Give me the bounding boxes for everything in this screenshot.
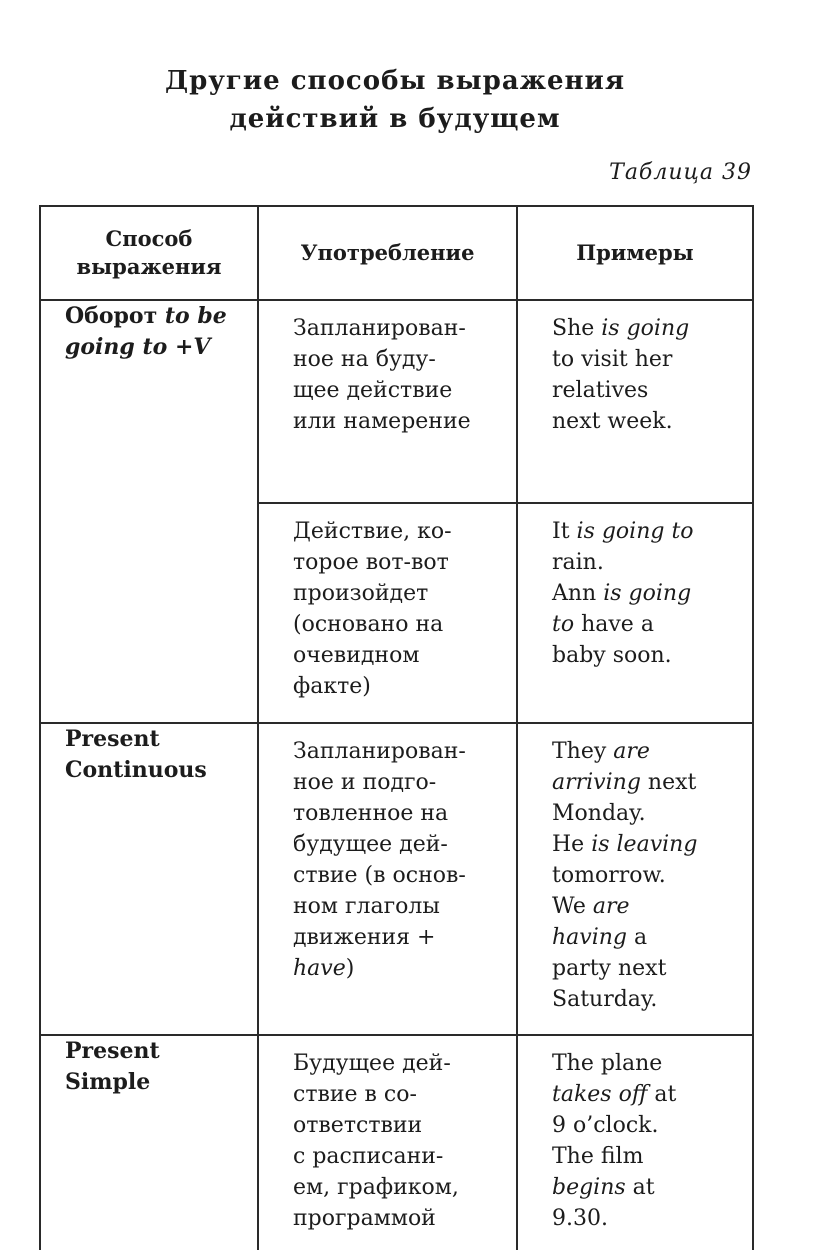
method-present-continuous	[40, 723, 258, 1035]
method-line: Present	[65, 726, 160, 752]
example-verb: having	[552, 925, 628, 950]
usage-line: с расписани-	[293, 1144, 444, 1169]
header-examples: Примеры	[517, 206, 753, 300]
usage-line: Действие, ко-	[293, 519, 452, 544]
usage-line: ное и подго-	[293, 770, 437, 795]
usage-line: торое вот-вот	[293, 550, 449, 575]
usage-line: )	[345, 956, 355, 981]
method-line: Continuous	[65, 757, 207, 783]
examples-going-to-intention	[517, 300, 753, 503]
example-text: party next	[552, 956, 667, 981]
example-text: to visit her	[552, 347, 673, 372]
example-verb: begins	[552, 1175, 626, 1200]
future-forms-table	[39, 205, 754, 1250]
example-verb: are	[613, 739, 650, 764]
example-text: next week.	[552, 409, 673, 434]
example-text: He	[552, 832, 592, 857]
usage-line: ответствии	[293, 1113, 423, 1138]
usage-going-to-intention	[258, 300, 517, 503]
header-method-line-2: выражения	[76, 254, 222, 279]
example-text: The film	[552, 1144, 644, 1169]
table-header-row	[40, 206, 753, 300]
usage-line: факте)	[293, 674, 371, 699]
header-method-line-1: Способ	[105, 226, 193, 251]
example-text: We	[552, 894, 593, 919]
example-text: tomorrow.	[552, 863, 666, 888]
method-going-to-italic-1: to be	[164, 303, 227, 329]
example-verb: to	[552, 612, 575, 637]
example-text: a	[627, 925, 648, 950]
method-line: Simple	[65, 1069, 151, 1095]
examples-present-continuous	[517, 723, 753, 1035]
example-text: Ann	[552, 581, 604, 606]
example-text: They	[552, 739, 614, 764]
usage-line: будущее дей-	[293, 832, 448, 857]
example-text: have a	[574, 612, 654, 637]
usage-present-simple	[258, 1035, 517, 1250]
example-text: at	[647, 1082, 677, 1107]
usage-line: движения +	[293, 925, 436, 950]
method-going-to-prefix: Оборот	[65, 303, 165, 329]
table-row-present-simple	[40, 1035, 753, 1250]
usage-line: программой	[293, 1206, 436, 1231]
usage-line: Запланирован-	[293, 739, 466, 764]
usage-line: очевидном	[293, 643, 420, 668]
example-text: The plane	[552, 1051, 663, 1076]
example-verb: are	[592, 894, 630, 919]
usage-line: (основано на	[293, 612, 444, 637]
example-text: Saturday.	[552, 987, 658, 1012]
usage-line: ем, графиком,	[293, 1175, 459, 1200]
example-text: relatives	[552, 378, 649, 403]
usage-italic: have	[293, 956, 346, 981]
page-title-line-2: действий в будущем	[229, 104, 561, 134]
table-number-label: Таблица 39	[609, 160, 752, 185]
table-row-present-continuous	[40, 723, 753, 1035]
example-text: 9.30.	[552, 1206, 608, 1231]
usage-line: Запланирован-	[293, 316, 466, 341]
example-text: baby soon.	[552, 643, 672, 668]
examples-present-simple	[517, 1035, 753, 1250]
usage-line: товленное на	[293, 801, 449, 826]
example-text: 9 o’clock.	[552, 1113, 659, 1138]
usage-line: ствие в со-	[293, 1082, 417, 1107]
example-text: rain.	[552, 550, 604, 575]
usage-going-to-evidence	[258, 503, 517, 723]
usage-line: Будущее дей-	[293, 1051, 451, 1076]
header-usage: Употребление	[258, 206, 517, 300]
example-text: at	[625, 1175, 655, 1200]
method-going-to-italic-2: going to +V	[65, 334, 211, 360]
method-going-to	[40, 300, 258, 723]
method-line: Present	[65, 1038, 160, 1064]
table-row-going-to-1	[40, 300, 753, 503]
usage-line: ное на буду-	[293, 347, 436, 372]
example-verb: takes off	[552, 1082, 648, 1107]
usage-line: щее действие	[293, 378, 453, 403]
example-text: next	[640, 770, 697, 795]
example-text: Monday.	[552, 801, 646, 826]
usage-line: ном глаголы	[293, 894, 440, 919]
page-title-line-1: Другие способы выражения	[164, 66, 626, 96]
method-present-simple	[40, 1035, 258, 1250]
example-verb: is going	[603, 581, 692, 606]
example-verb: is going to	[576, 519, 694, 544]
usage-line: или намерение	[293, 409, 471, 434]
example-verb: is leaving	[591, 832, 698, 857]
usage-line: произойдет	[293, 581, 429, 606]
usage-present-continuous	[258, 723, 517, 1035]
header-method	[40, 206, 258, 300]
example-text: She	[552, 316, 602, 341]
usage-line: ствие (в основ-	[293, 863, 466, 888]
examples-going-to-evidence	[517, 503, 753, 723]
example-text: It	[552, 519, 577, 544]
example-verb: is going	[601, 316, 690, 341]
example-verb: arriving	[552, 770, 641, 795]
